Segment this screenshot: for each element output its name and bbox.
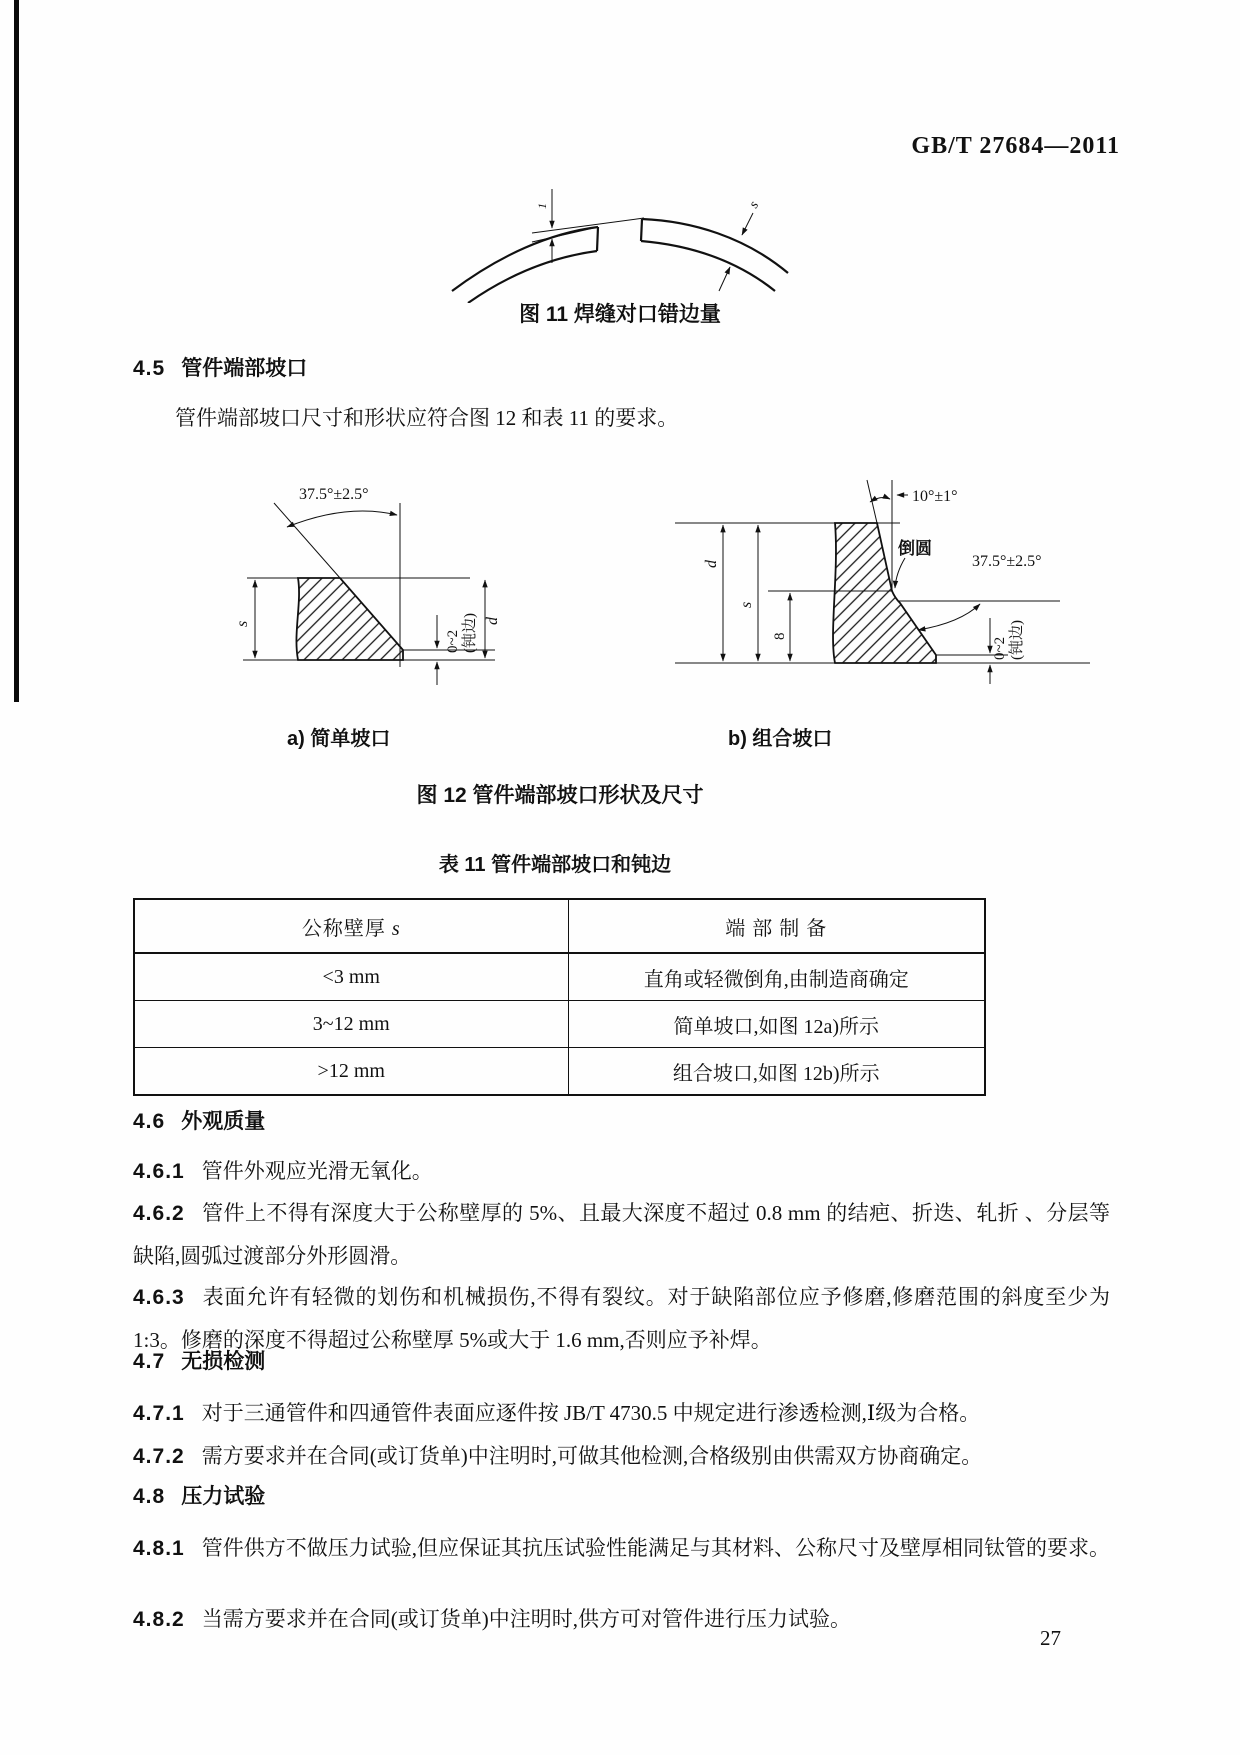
fig12b-wall-thickness-label: s	[738, 601, 755, 608]
table-11-col1-header-symbol: s	[391, 917, 401, 940]
table-11-title: 表 11 管件端部坡口和钝边	[438, 854, 672, 876]
section-4-6-title: 外观质量	[181, 1110, 266, 1133]
fig12a-diameter-label: d	[484, 617, 501, 625]
table-11-col1-header	[134, 899, 568, 953]
clause-4-6-3-number: 4.6.3	[133, 1286, 185, 1309]
section-4-5-number: 4.5	[133, 357, 166, 380]
clause-4-6-2-number: 4.6.2	[133, 1202, 185, 1225]
clause-4-6-2	[133, 1192, 1110, 1277]
page-number: 27	[1040, 1626, 1061, 1650]
fig12b-root-face-note: (钝边)	[1009, 620, 1025, 660]
fig12b-root-face-value: 0~2	[992, 636, 1008, 660]
clause-4-6-2-text: 管件上不得有深度大于公称壁厚的 5%、且最大深度不超过 0.8 mm 的结疤、折迭、轧折 、分层等缺陷,圆弧过渡部分外形圆滑。	[133, 1201, 1110, 1268]
section-4-5-paragraph: 管件端部坡口尺寸和形状应符合图 12 和表 11 的要求。	[175, 406, 679, 430]
fig12b-taper-angle-label: 10°±1°	[912, 488, 958, 505]
fig11-wall-thickness-label: s	[746, 198, 763, 211]
table-cell-thickness: >12 mm	[134, 1048, 568, 1096]
section-4-6-heading	[133, 1105, 265, 1135]
table-11-header-row	[134, 899, 985, 953]
table-cell-end-prep: 直角或轻微倒角,由制造商确定	[568, 953, 985, 1001]
fig12b-root-face-label	[992, 620, 1025, 660]
table-cell-end-prep: 简单坡口,如图 12a)所示	[568, 1001, 985, 1048]
section-4-8-heading	[133, 1480, 265, 1510]
section-4-8-number: 4.8	[133, 1485, 166, 1508]
clause-4-8-1	[133, 1527, 1110, 1570]
section-4-5-title: 管件端部坡口	[181, 357, 308, 380]
clause-4-8-1-text: 管件供方不做压力试验,但应保证其抗压试验性能满足与其材料、公称尺寸及壁厚相同钛管的要求。	[201, 1536, 1110, 1560]
table-row	[134, 1048, 985, 1096]
figure-12a-simple-bevel-diagram	[195, 445, 507, 690]
clause-4-6-1-text: 管件外观应光滑无氧化。	[201, 1159, 433, 1183]
figure-11-caption: 图 11 焊缝对口错边量	[519, 303, 721, 326]
section-4-7-heading	[133, 1345, 265, 1375]
section-4-6-number: 4.6	[133, 1110, 166, 1133]
section-4-7-title: 无损检测	[181, 1350, 266, 1373]
table-11-col2-header: 端 部 制 备	[568, 899, 985, 953]
scan-edge-artifact	[14, 0, 19, 702]
fig12a-root-face-note: (钝边)	[462, 613, 478, 653]
fig12a-root-face-value: 0~2	[445, 629, 461, 653]
table-row	[134, 1001, 985, 1048]
clause-4-7-2-text: 需方要求并在合同(或订货单)中注明时,可做其他检测,合格级别由供需双方协商确定。	[201, 1444, 983, 1468]
figure-12b-compound-bevel-diagram	[650, 468, 1120, 686]
table-11	[133, 898, 986, 1096]
figure-11-weld-misalignment-diagram	[440, 173, 800, 303]
clause-4-6-3-text: 表面允许有轻微的划伤和机械损伤,不得有裂纹。对于缺陷部位应予修磨,修磨范围的斜度至少为 1:3。修磨的深度不得超过公称壁厚 5%或大于 1.6 mm,否则应予补焊。	[133, 1285, 1110, 1352]
fig12a-root-face-label	[445, 613, 478, 653]
standard-number: GB/T 27684—2011	[911, 133, 1120, 159]
clause-4-7-2	[133, 1435, 1110, 1478]
clause-4-8-1-number: 4.8.1	[133, 1537, 185, 1560]
figure-12b-subcaption: b) 组合坡口	[728, 728, 833, 750]
clause-4-7-1-text: 对于三通管件和四通管件表面应逐件按 JB/T 4730.5 中规定进行渗透检测,Ⅰ级为合格。	[201, 1401, 981, 1425]
section-4-5-heading	[133, 352, 307, 382]
clause-4-8-2-text: 当需方要求并在合同(或订货单)中注明时,供方可对管件进行压力试验。	[201, 1607, 851, 1631]
figure-12a-subcaption: a) 简单坡口	[287, 728, 391, 750]
fig12a-wall-thickness-label: s	[234, 620, 251, 627]
clause-4-6-1	[133, 1150, 1110, 1193]
fig11-offset-dim-label: 1	[535, 203, 549, 209]
table-cell-thickness: 3~12 mm	[134, 1001, 568, 1048]
clause-4-6-1-number: 4.6.1	[133, 1160, 185, 1183]
table-11-col1-header-label: 公称壁厚	[301, 917, 392, 940]
clause-4-8-2	[133, 1598, 1110, 1641]
table-row	[134, 953, 985, 1001]
table-cell-end-prep: 组合坡口,如图 12b)所示	[568, 1048, 985, 1096]
table-cell-thickness: <3 mm	[134, 953, 568, 1001]
section-4-8-title: 压力试验	[181, 1485, 266, 1508]
clause-4-6-3	[133, 1276, 1110, 1361]
fig12b-diameter-label: d	[703, 560, 720, 568]
figure-12-caption: 图 12 管件端部坡口形状及尺寸	[416, 784, 704, 807]
fig12b-bevel-angle-label: 37.5°±2.5°	[972, 553, 1042, 570]
section-4-7-number: 4.7	[133, 1350, 166, 1373]
fig12a-bevel-angle-label: 37.5°±2.5°	[299, 486, 369, 503]
clause-4-8-2-number: 4.8.2	[133, 1608, 185, 1631]
fig12b-depth-label: 8	[772, 632, 788, 640]
fig12b-fillet-label: 倒圆	[898, 539, 932, 558]
clause-4-7-2-number: 4.7.2	[133, 1445, 185, 1468]
clause-4-7-1-number: 4.7.1	[133, 1402, 185, 1425]
clause-4-7-1	[133, 1392, 1110, 1435]
